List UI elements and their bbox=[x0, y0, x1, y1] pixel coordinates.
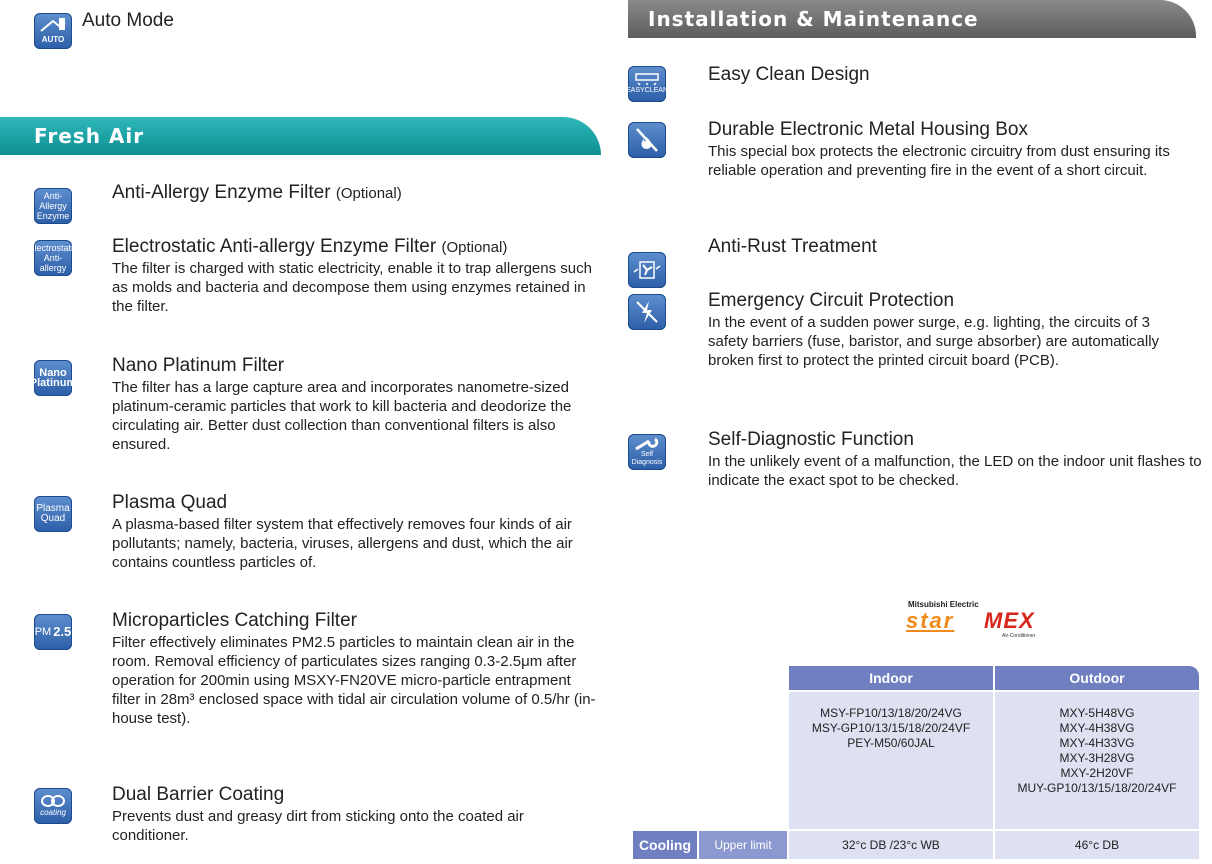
icon-label: Plasma bbox=[36, 503, 70, 514]
optional-label: (Optional) bbox=[441, 239, 508, 256]
header-indoor: Indoor bbox=[789, 666, 993, 690]
spec-table bbox=[631, 664, 1201, 861]
indoor-model: MSY-GP10/13/15/18/20/24VF bbox=[811, 721, 971, 735]
feature-description: The filter is charged with static electricity, enable it to trap allergens such as molds and bacteria and decompose them using enzymes retained in the filter. bbox=[112, 260, 592, 315]
feature-description: A plasma-based filter system that effectively removes four kinds of air pollutants; namely, bacteria, viruses, allergens and dust, which the air contains countless particles of. bbox=[112, 516, 573, 571]
feature-title bbox=[112, 182, 402, 204]
starmex-logo bbox=[906, 600, 1066, 640]
icon-label: EASYCLEAN bbox=[625, 87, 669, 94]
header-outdoor: Outdoor bbox=[995, 666, 1199, 690]
installation-maintenance-section-title: Installation & Maintenance bbox=[628, 0, 1196, 38]
outdoor-model: MXY-2H20VF bbox=[1060, 766, 1134, 780]
feature-description: Filter effectively eliminates PM2.5 particles to maintain clean air in the room. Removal efficiency of particulates sizes ranging 0.3-2.5μm after operation for 200min using MSXY-FN20VE micro-particle entrapment filter in 28m³ enclosed space with tidal air circulation volume of 0.5/hr (in-house test). bbox=[112, 634, 596, 727]
logo-mex: MEX bbox=[984, 608, 1035, 633]
easy-clean-icon bbox=[625, 66, 669, 102]
icon-label: Anti-allergy bbox=[39, 253, 67, 273]
icon-label: Self bbox=[640, 451, 654, 458]
row-sub-upper-limit: Upper limit bbox=[699, 831, 787, 859]
icon-label: Enzyme bbox=[36, 211, 70, 221]
feature-title: Self-Diagnostic Function bbox=[708, 429, 914, 450]
indoor-model: MSY-FP10/13/18/20/24VG bbox=[820, 706, 962, 720]
outdoor-model: MUY-GP10/13/15/18/20/24VF bbox=[1017, 781, 1177, 795]
lightning-protection-icon bbox=[628, 294, 666, 330]
logo-star: star bbox=[906, 608, 955, 633]
feature-title: Dual Barrier Coating bbox=[112, 784, 285, 805]
outdoor-model: MXY-4H33VG bbox=[1059, 736, 1135, 750]
electrostatic-anti-allergy-icon bbox=[28, 240, 78, 276]
feature-description: In the event of a sudden power surge, e.g. lighting, the circuits of 3 safety barriers (fuse, baristor, and surge absorber) are automatically broken first to protect the printed circuit board (PCB). bbox=[708, 314, 1160, 369]
anti-rust-fan-icon bbox=[628, 252, 666, 288]
icon-label: coating bbox=[40, 808, 66, 817]
row-label-cooling: Cooling bbox=[633, 831, 697, 859]
feature-title: Emergency Circuit Protection bbox=[708, 290, 955, 311]
feature-description: This special box protects the electronic circuitry from dust ensuring its reliable operation and preventing fire in the event of a short circuit. bbox=[708, 143, 1170, 179]
dual-barrier-coating-icon bbox=[34, 788, 72, 824]
metal-housing-fire-icon bbox=[628, 122, 666, 158]
indoor-model: PEY-M50/60JAL bbox=[847, 736, 935, 750]
icon-label: PM bbox=[34, 626, 52, 638]
logo-brand: Mitsubishi Electric bbox=[908, 600, 979, 609]
icon-label: Anti-Allergy bbox=[39, 191, 67, 211]
auto-mode-title: Auto Mode bbox=[82, 10, 174, 31]
outdoor-model: MXY-5H48VG bbox=[1059, 706, 1135, 720]
feature-description: The filter has a large capture area and incorporates nanometre-sized platinum-ceramic particles that work to kill bacteria and deodorize the circulating air. Better dust collection than conventional filters is also ensured. bbox=[112, 379, 572, 453]
optional-label: (Optional) bbox=[335, 185, 402, 202]
pm25-icon bbox=[34, 614, 72, 650]
feature-title: Durable Electronic Metal Housing Box bbox=[708, 119, 1028, 140]
auto-icon-label: AUTO bbox=[41, 35, 65, 44]
fresh-air-section-title: Fresh Air bbox=[0, 117, 601, 155]
feature-title: Microparticles Catching Filter bbox=[112, 610, 357, 631]
icon-label: Quad bbox=[40, 513, 66, 524]
outdoor-model: MXY-4H38VG bbox=[1059, 721, 1135, 735]
indoor-upper-limit: 32°c DB /23°c WB bbox=[789, 831, 993, 859]
icon-label: 2.5 bbox=[53, 624, 72, 639]
icon-label: Platinum bbox=[29, 377, 77, 389]
nano-platinum-icon bbox=[29, 360, 77, 396]
feature-title-text: Electrostatic Anti-allergy Enzyme Filter bbox=[112, 236, 437, 257]
indoor-models-cell bbox=[789, 692, 993, 829]
feature-title: Plasma Quad bbox=[112, 492, 228, 513]
icon-label: Electrostatic bbox=[28, 243, 78, 253]
table-spacer bbox=[633, 692, 787, 829]
table-corner bbox=[633, 666, 787, 690]
icon-label: Nano bbox=[39, 367, 67, 379]
outdoor-models-cell bbox=[995, 692, 1199, 829]
auto-mode-icon bbox=[34, 13, 72, 49]
feature-description: In the unlikely event of a malfunction, the LED on the indoor unit flashes to indicate the exact spot to be checked. bbox=[708, 453, 1202, 489]
plasma-quad-icon bbox=[34, 496, 72, 532]
feature-title bbox=[112, 236, 507, 258]
feature-title: Nano Platinum Filter bbox=[112, 355, 285, 376]
outdoor-model: MXY-3H28VG bbox=[1059, 751, 1135, 765]
icon-label: Diagnosis bbox=[631, 459, 663, 466]
feature-description: Prevents dust and greasy dirt from sticking onto the coated air conditioner. bbox=[112, 808, 524, 844]
feature-title-text: Anti-Allergy Enzyme Filter bbox=[112, 182, 331, 203]
logo-sub: Air-Conditioner bbox=[1002, 633, 1036, 639]
feature-title: Anti-Rust Treatment bbox=[708, 236, 877, 257]
anti-allergy-enzyme-icon bbox=[34, 188, 72, 224]
feature-title: Easy Clean Design bbox=[708, 64, 870, 85]
self-diagnosis-wrench-icon bbox=[628, 434, 666, 470]
outdoor-upper-limit: 46°c DB bbox=[995, 831, 1199, 859]
